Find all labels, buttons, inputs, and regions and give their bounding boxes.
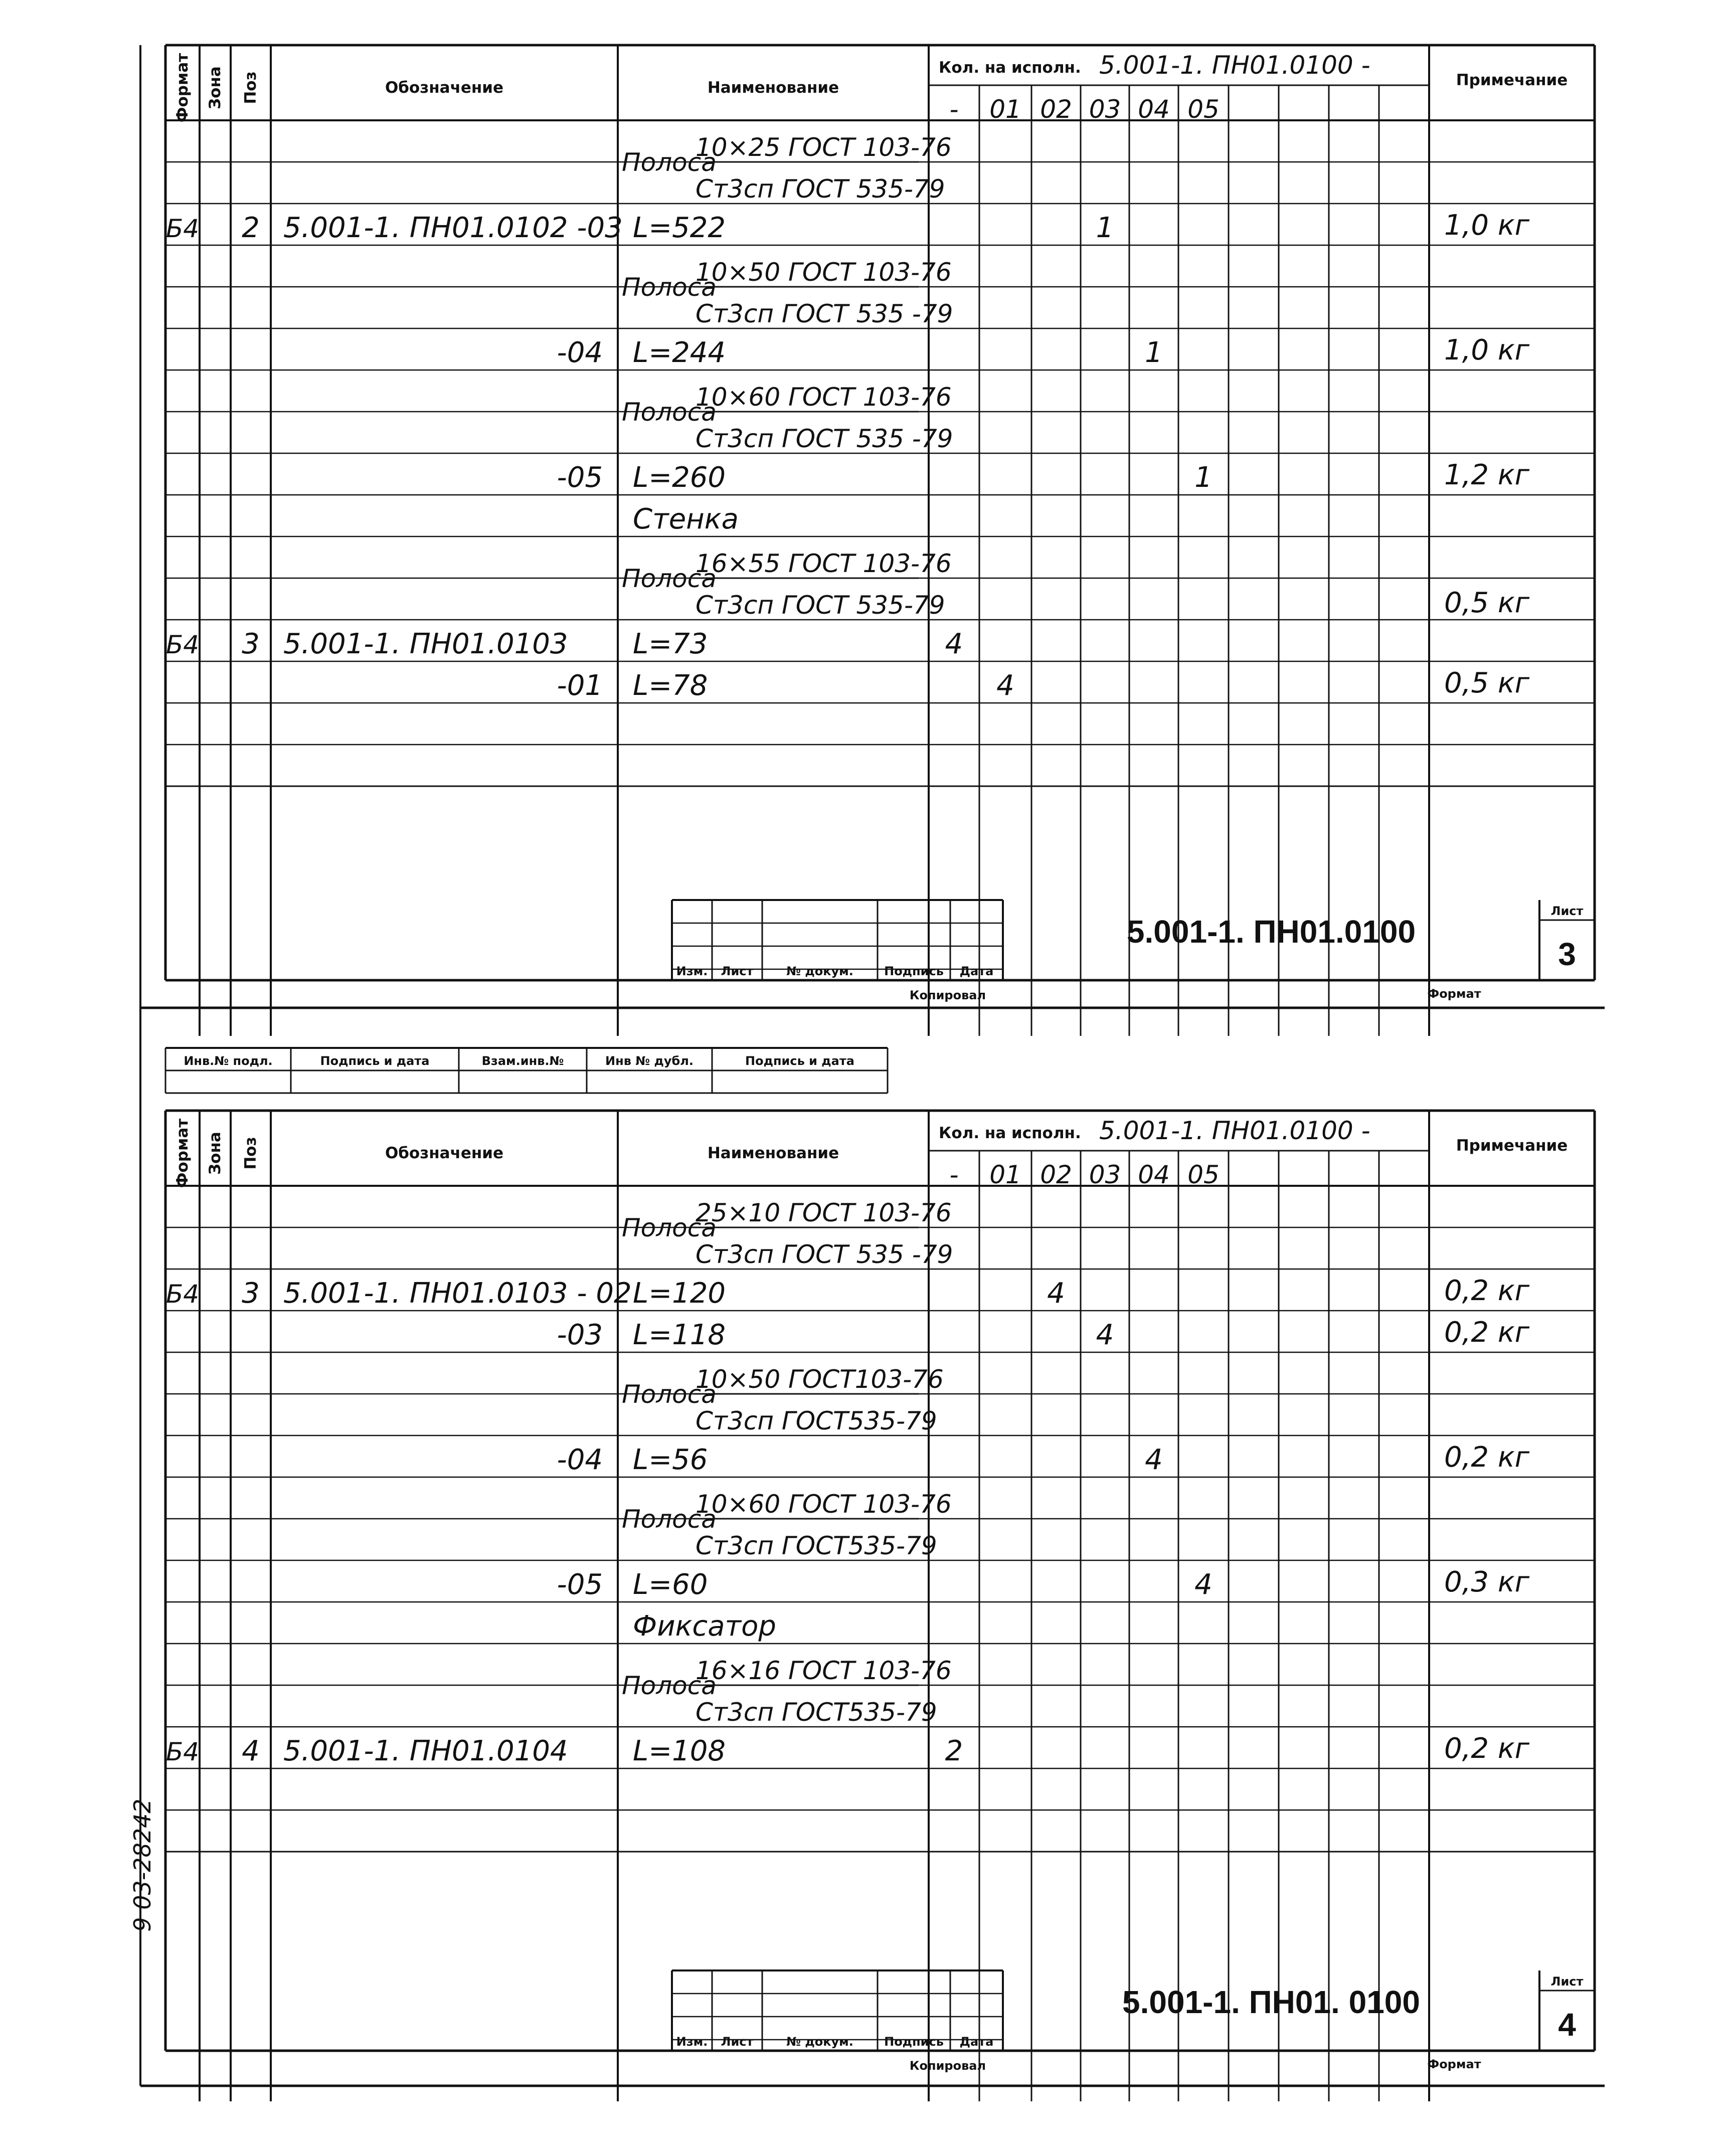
header-qty-doc: 5.001-1. ПН01.0100 - <box>1099 1116 1370 1145</box>
header-name: Наименование <box>707 1144 839 1162</box>
material-profile: 25×10 ГОСТ 103-76 <box>696 1198 952 1227</box>
header-variant-05: 05 <box>1187 1160 1220 1189</box>
header-variant-05: 05 <box>1187 95 1220 124</box>
header-pos: Поз <box>242 71 260 104</box>
header-designation: Обозначение <box>385 1144 504 1162</box>
row-designation: 5.001-1. ПН01.0104 <box>283 1735 568 1767</box>
material-grade: Ст3сп ГОСТ 535-79 <box>696 591 945 620</box>
row-designation: -03 <box>557 1319 603 1351</box>
header-variant-04: 04 <box>1138 1160 1170 1189</box>
row-position: 4 <box>242 1735 260 1767</box>
row-designation: 5.001-1. ПН01.0102 -03 <box>283 212 623 244</box>
header-note: Примечание <box>1456 71 1568 89</box>
row-designation: -05 <box>557 1568 603 1601</box>
row-position: 3 <box>242 628 260 660</box>
note-mass: 0,2 кг <box>1444 1732 1530 1765</box>
material-profile: 16×16 ГОСТ 103-76 <box>696 1656 952 1685</box>
header-format: Формат <box>174 53 192 123</box>
row-format: Б4 <box>165 630 200 659</box>
header-variant-02: 02 <box>1040 1160 1072 1189</box>
material-grade: Ст3сп ГОСТ 535 -79 <box>696 424 953 453</box>
row-qty: 1 <box>1194 461 1212 494</box>
material-grade: Ст3сп ГОСТ 535 -79 <box>696 299 953 328</box>
stamp-field: Инв № дубл. <box>605 1054 694 1068</box>
header-zone: Зона <box>206 66 224 109</box>
row-position: 2 <box>242 212 260 244</box>
row-format: Б4 <box>165 1737 200 1766</box>
row-length: L=244 <box>633 336 726 369</box>
titleblock-col-label: Дата <box>959 964 994 978</box>
header-format: Формат <box>174 1118 192 1188</box>
row-qty: 4 <box>1047 1277 1065 1310</box>
row-length: L=120 <box>633 1277 726 1310</box>
row-qty: 4 <box>1145 1444 1163 1476</box>
row-length: L=522 <box>633 212 726 244</box>
note-mass: 1,0 кг <box>1444 334 1530 367</box>
header-variant-03: 03 <box>1089 1160 1121 1189</box>
material-prefix: Полоса <box>622 1213 717 1242</box>
row-length: L=118 <box>633 1319 726 1351</box>
header-zone: Зона <box>206 1132 224 1175</box>
material-prefix: Полоса <box>622 148 717 177</box>
row-designation: -04 <box>557 1444 603 1476</box>
header-qty-doc: 5.001-1. ПН01.0100 - <box>1099 51 1370 80</box>
titleblock-col-label: Лист <box>721 964 754 978</box>
material-profile: 16×55 ГОСТ 103-76 <box>696 549 952 578</box>
row-qty: 4 <box>1096 1319 1114 1351</box>
stamp-field: Взам.инв.№ <box>481 1054 564 1068</box>
material-profile: 10×50 ГОСТ 103-76 <box>696 258 952 287</box>
header-designation: Обозначение <box>385 79 504 97</box>
header-variant-base: - <box>949 95 959 124</box>
format-label: Формат <box>1427 987 1481 1001</box>
material-grade: Ст3сп ГОСТ535-79 <box>696 1406 937 1435</box>
header-qty-label: Кол. на исполн. <box>939 59 1081 77</box>
row-length: L=56 <box>633 1444 708 1476</box>
row-qty: 4 <box>996 669 1014 702</box>
row-designation: -05 <box>557 461 603 494</box>
titleblock-col-label: Подпись <box>884 964 944 978</box>
header-name: Наименование <box>707 79 839 97</box>
note-mass: 0,2 кг <box>1444 1441 1530 1474</box>
document-number: 5.001-1. ПН01. 0100 <box>1122 1984 1420 2020</box>
titleblock-col-label: Дата <box>959 2035 994 2049</box>
row-designation: -01 <box>557 669 603 702</box>
titleblock-col-label: Изм. <box>676 964 708 978</box>
row-qty: 4 <box>945 628 963 660</box>
header-variant-02: 02 <box>1040 95 1072 124</box>
header-variant-03: 03 <box>1089 95 1121 124</box>
titleblock-col-label: Подпись <box>884 2035 944 2049</box>
note-mass: 0,5 кг <box>1444 667 1530 699</box>
header-variant-base: - <box>949 1160 959 1189</box>
header-variant-01: 01 <box>989 1160 1021 1189</box>
material-grade: Ст3сп ГОСТ535-79 <box>696 1698 937 1727</box>
header-qty-label: Кол. на исполн. <box>939 1124 1081 1142</box>
row-designation: 5.001-1. ПН01.0103 - 02 <box>283 1277 632 1310</box>
material-prefix: Полоса <box>622 564 717 593</box>
row-length: L=78 <box>633 669 708 702</box>
row-length: L=60 <box>633 1568 708 1601</box>
note-mass: 0,5 кг <box>1444 587 1530 619</box>
titleblock-col-label: Лист <box>721 2035 754 2049</box>
note-mass: 1,2 кг <box>1444 459 1530 491</box>
row-qty: 2 <box>945 1735 963 1767</box>
material-grade: Ст3сп ГОСТ 535-79 <box>696 174 945 204</box>
material-profile: 10×25 ГОСТ 103-76 <box>696 133 952 162</box>
material-prefix: Полоса <box>622 1505 717 1534</box>
row-name: Стенка <box>633 503 739 535</box>
sheet-label: Лист <box>1550 1974 1584 1989</box>
copied-by-label: Копировал <box>909 988 986 1002</box>
material-prefix: Полоса <box>622 273 717 302</box>
row-qty: 1 <box>1145 336 1163 369</box>
header-variant-04: 04 <box>1138 95 1170 124</box>
material-prefix: Полоса <box>622 1380 717 1409</box>
stamp-field: Подпись и дата <box>745 1054 854 1068</box>
sheet-number: 4 <box>1558 2007 1576 2043</box>
row-qty: 1 <box>1096 212 1114 244</box>
row-format: Б4 <box>165 214 200 243</box>
material-grade: Ст3сп ГОСТ 535 -79 <box>696 1240 953 1269</box>
side-stamp: 9 03-28242 <box>129 1799 156 1932</box>
titleblock-col-label: № докум. <box>786 964 853 978</box>
row-length: L=260 <box>633 461 726 494</box>
note-mass: 1,0 кг <box>1444 209 1530 242</box>
header-note: Примечание <box>1456 1137 1568 1155</box>
document-number: 5.001-1. ПН01.0100 <box>1126 914 1416 950</box>
material-prefix: Полоса <box>622 1671 717 1700</box>
material-profile: 10×60 ГОСТ 103-76 <box>696 1490 952 1519</box>
row-length: L=108 <box>633 1735 726 1767</box>
stamp-field: Подпись и дата <box>320 1054 430 1068</box>
format-label: Формат <box>1427 2057 1481 2071</box>
row-qty: 4 <box>1194 1568 1212 1601</box>
row-name: Фиксатор <box>633 1610 776 1643</box>
sheet-label: Лист <box>1550 904 1584 918</box>
header-pos: Поз <box>242 1137 260 1170</box>
note-mass: 0,3 кг <box>1444 1566 1530 1598</box>
material-profile: 10×60 ГОСТ 103-76 <box>696 383 952 412</box>
row-designation: -04 <box>557 336 603 369</box>
row-designation: 5.001-1. ПН01.0103 <box>283 628 568 660</box>
stamp-field: Инв.№ подл. <box>184 1054 273 1068</box>
material-grade: Ст3сп ГОСТ535-79 <box>696 1531 937 1560</box>
copied-by-label: Копировал <box>909 2059 986 2073</box>
sheet-number: 3 <box>1558 936 1576 972</box>
material-profile: 10×50 ГОСТ103-76 <box>696 1365 944 1394</box>
row-length: L=73 <box>633 628 708 660</box>
row-position: 3 <box>242 1277 260 1310</box>
note-mass: 0,2 кг <box>1444 1316 1530 1349</box>
titleblock-col-label: Изм. <box>676 2035 708 2049</box>
material-prefix: Полоса <box>622 398 717 427</box>
note-mass: 0,2 кг <box>1444 1275 1530 1307</box>
row-format: Б4 <box>165 1280 200 1309</box>
header-variant-01: 01 <box>989 95 1021 124</box>
titleblock-col-label: № докум. <box>786 2035 853 2049</box>
